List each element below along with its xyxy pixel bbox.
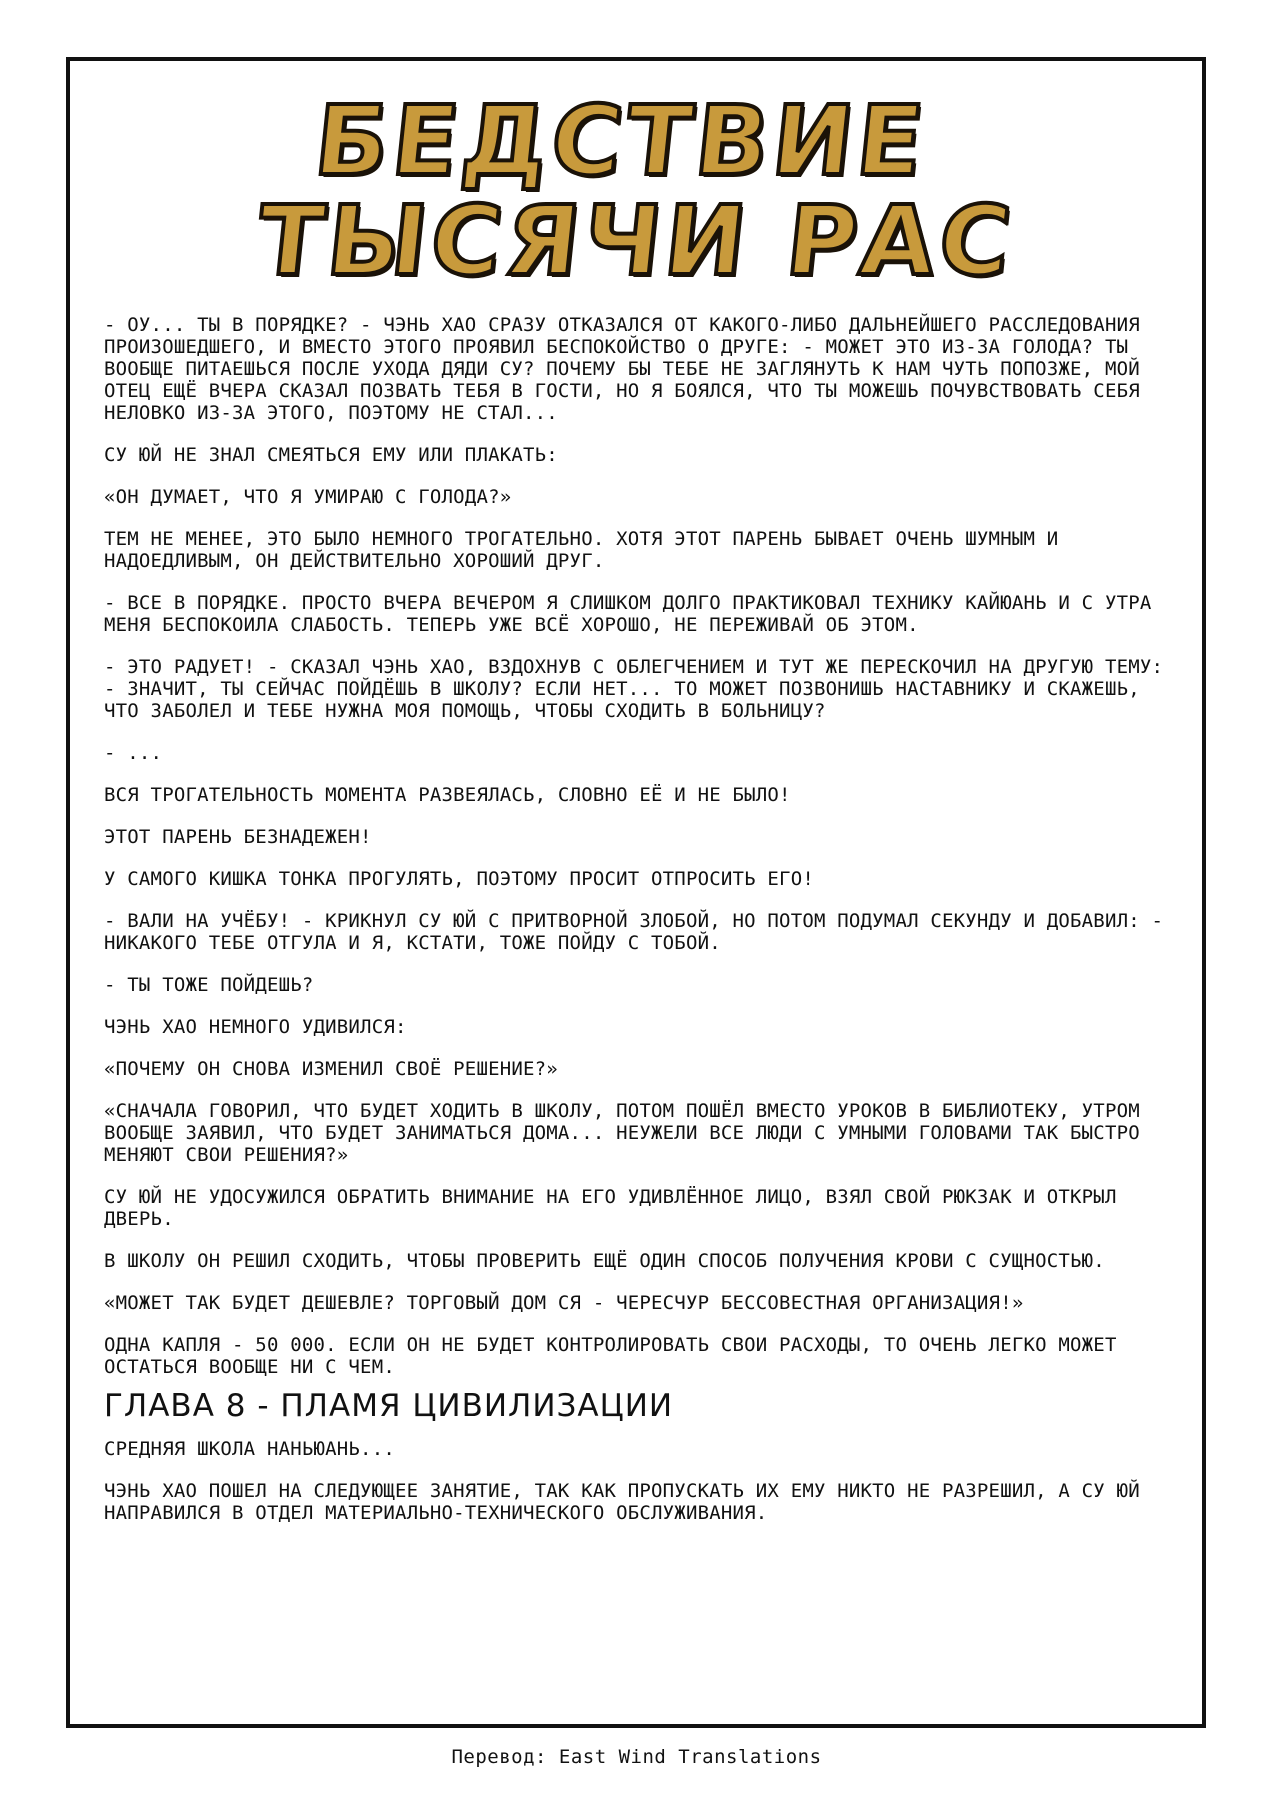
paragraph: - ВСЕ В ПОРЯДКЕ. ПРОСТО ВЧЕРА ВЕЧЕРОМ Я СЛИШКОМ ДОЛГО ПРАКТИКОВАЛ ТЕХНИКУ КАЙЮАНЬ И С УТРА МЕНЯ БЕСПОКОИЛА СЛАБОСТЬ. ТЕПЕРЬ УЖЕ ВСЁ ХОРОШО, НЕ ПЕРЕЖИВАЙ ОБ ЭТОМ. (104, 592, 1152, 636)
paragraph: ЧЭНЬ ХАО ПОШЕЛ НА СЛЕДУЮЩЕЕ ЗАНЯТИЕ, ТАК КАК ПРОПУСКАТЬ ИХ ЕМУ НИКТО НЕ РАЗРЕШИЛ, А СУ ЮЙ НАПРАВИЛСЯ В ОТДЕЛ МАТЕРИАЛЬНО-ТЕХНИЧЕСКОГО ОБСЛУЖИВАНИЯ. (104, 1480, 1140, 1524)
paragraph: СУ ЮЙ НЕ УДОСУЖИЛСЯ ОБРАТИТЬ ВНИМАНИЕ НА ЕГО УДИВЛЁННОЕ ЛИЦО, ВЗЯЛ СВОЙ РЮКЗАК И ОТКРЫЛ ДВЕРЬ. (104, 1186, 1117, 1230)
chapter-heading: ГЛАВА 8 - ПЛАМЯ ЦИВИЛИЗАЦИИ (104, 1388, 674, 1424)
paragraph: У САМОГО КИШКА ТОНКА ПРОГУЛЯТЬ, ПОЭТОМУ ПРОСИТ ОТПРОСИТЬ ЕГО! (104, 868, 814, 890)
page-frame (66, 57, 1206, 1728)
paragraph: «СНАЧАЛА ГОВОРИЛ, ЧТО БУДЕТ ХОДИТЬ В ШКОЛУ, ПОТОМ ПОШЁЛ ВМЕСТО УРОКОВ В БИБЛИОТЕКУ, УТРОМ ВООБЩЕ ЗАЯВИЛ, ЧТО БУДЕТ ЗАНИМАТЬСЯ ДОМА... НЕУЖЕЛИ ВСЕ ЛЮДИ С УМНЫМИ ГОЛОВАМИ ТАК БЫСТРО МЕНЯЮТ СВОИ РЕШЕНИЯ?» (104, 1100, 1140, 1166)
paragraph: В ШКОЛУ ОН РЕШИЛ СХОДИТЬ, ЧТОБЫ ПРОВЕРИТЬ ЕЩЁ ОДИН СПОСОБ ПОЛУЧЕНИЯ КРОВИ С СУЩНОСТЬЮ. (104, 1250, 1105, 1272)
paragraph: - ЭТО РАДУЕТ! - СКАЗАЛ ЧЭНЬ ХАО, ВЗДОХНУВ С ОБЛЕГЧЕНИЕМ И ТУТ ЖЕ ПЕРЕСКОЧИЛ НА ДРУГУЮ ТЕМУ: - ЗНАЧИТ, ТЫ СЕЙЧАС ПОЙДЁШЬ В ШКОЛУ? ЕСЛИ НЕТ... ТО МОЖЕТ ПОЗВОНИШЬ НАСТАВНИКУ И СКАЖЕШЬ, ЧТО ЗАБОЛЕЛ И ТЕБЕ НУЖНА МОЯ ПОМОЩЬ, ЧТОБЫ СХОДИТЬ В БОЛЬНИЦУ? (104, 656, 1164, 722)
paragraph: - ВАЛИ НА УЧЁБУ! - КРИКНУЛ СУ ЮЙ С ПРИТВОРНОЙ ЗЛОБОЙ, НО ПОТОМ ПОДУМАЛ СЕКУНДУ И ДОБАВИЛ: - НИКАКОГО ТЕБЕ ОТГУЛА И Я, КСТАТИ, ТОЖЕ ПОЙДУ С ТОБОЙ. (104, 910, 1164, 954)
paragraph: ЭТОТ ПАРЕНЬ БЕЗНАДЕЖЕН! (104, 826, 372, 848)
comic-title (70, 85, 1202, 297)
paragraph: - ТЫ ТОЖЕ ПОЙДЕШЬ? (104, 974, 314, 996)
paragraph: ОДНА КАПЛЯ - 50 000. ЕСЛИ ОН НЕ БУДЕТ КОНТРОЛИРОВАТЬ СВОИ РАСХОДЫ, ТО ОЧЕНЬ ЛЕГКО МОЖЕТ ОСТАТЬСЯ ВООБЩЕ НИ С ЧЕМ. (104, 1334, 1117, 1378)
paragraph: ВСЯ ТРОГАТЕЛЬНОСТЬ МОМЕНТА РАЗВЕЯЛАСЬ, СЛОВНО ЕЁ И НЕ БЫЛО! (104, 784, 791, 806)
translation-credit: Перевод: East Wind Translations (451, 1746, 822, 1768)
paragraph: «ОН ДУМАЕТ, ЧТО Я УМИРАЮ С ГОЛОДА?» (104, 486, 512, 508)
paragraph: «МОЖЕТ ТАК БУДЕТ ДЕШЕВЛЕ? ТОРГОВЫЙ ДОМ СЯ - ЧЕРЕСЧУР БЕССОВЕСТНАЯ ОРГАНИЗАЦИЯ!» (104, 1292, 1024, 1314)
paragraph: ТЕМ НЕ МЕНЕЕ, ЭТО БЫЛО НЕМНОГО ТРОГАТЕЛЬНО. ХОТЯ ЭТОТ ПАРЕНЬ БЫВАЕТ ОЧЕНЬ ШУМНЫМ И НАДОЕДЛИВЫМ, ОН ДЕЙСТВИТЕЛЬНО ХОРОШИЙ ДРУГ. (104, 528, 1059, 572)
paragraph: ЧЭНЬ ХАО НЕМНОГО УДИВИЛСЯ: (104, 1016, 407, 1038)
title-line-2: ТЫСЯЧИ РАС (252, 185, 1020, 297)
paragraph: СРЕДНЯЯ ШКОЛА НАНЬЮАНЬ... (104, 1438, 395, 1460)
paragraph: «ПОЧЕМУ ОН СНОВА ИЗМЕНИЛ СВОЁ РЕШЕНИЕ?» (104, 1058, 558, 1080)
paragraph: СУ ЮЙ НЕ ЗНАЛ СМЕЯТЬСЯ ЕМУ ИЛИ ПЛАКАТЬ: (104, 444, 558, 466)
story-text (104, 314, 1172, 1544)
paragraph: - ... (104, 742, 163, 764)
paragraph: - ОУ... ТЫ В ПОРЯДКЕ? - ЧЭНЬ ХАО СРАЗУ ОТКАЗАЛСЯ ОТ КАКОГО-ЛИБО ДАЛЬНЕЙШЕГО РАССЛЕДОВАНИЯ ПРОИЗОШЕДШЕГО, И ВМЕСТО ЭТОГО ПРОЯВИЛ БЕСПОКОЙСТВО О ДРУГЕ: - МОЖЕТ ЭТО ИЗ-ЗА ГОЛОДА? ТЫ ВООБЩЕ ПИТАЕШЬСЯ ПОСЛЕ УХОДА ДЯДИ СУ? ПОЧЕМУ БЫ ТЕБЕ НЕ ЗАГЛЯНУТЬ К НАМ ЧУТЬ ПОПОЗЖЕ, МОЙ ОТЕЦ ЕЩЁ ВЧЕРА СКАЗАЛ ПОЗВАТЬ ТЕБЯ В ГОСТИ, НО Я БОЯЛСЯ, ЧТО ТЫ МОЖЕШЬ ПОЧУВСТВОВАТЬ СЕБЯ НЕЛОВКО ИЗ-ЗА ЭТОГО, ПОЭТОМУ НЕ СТАЛ... (104, 314, 1140, 424)
title-line-1: БЕДСТВИЕ (309, 85, 933, 197)
